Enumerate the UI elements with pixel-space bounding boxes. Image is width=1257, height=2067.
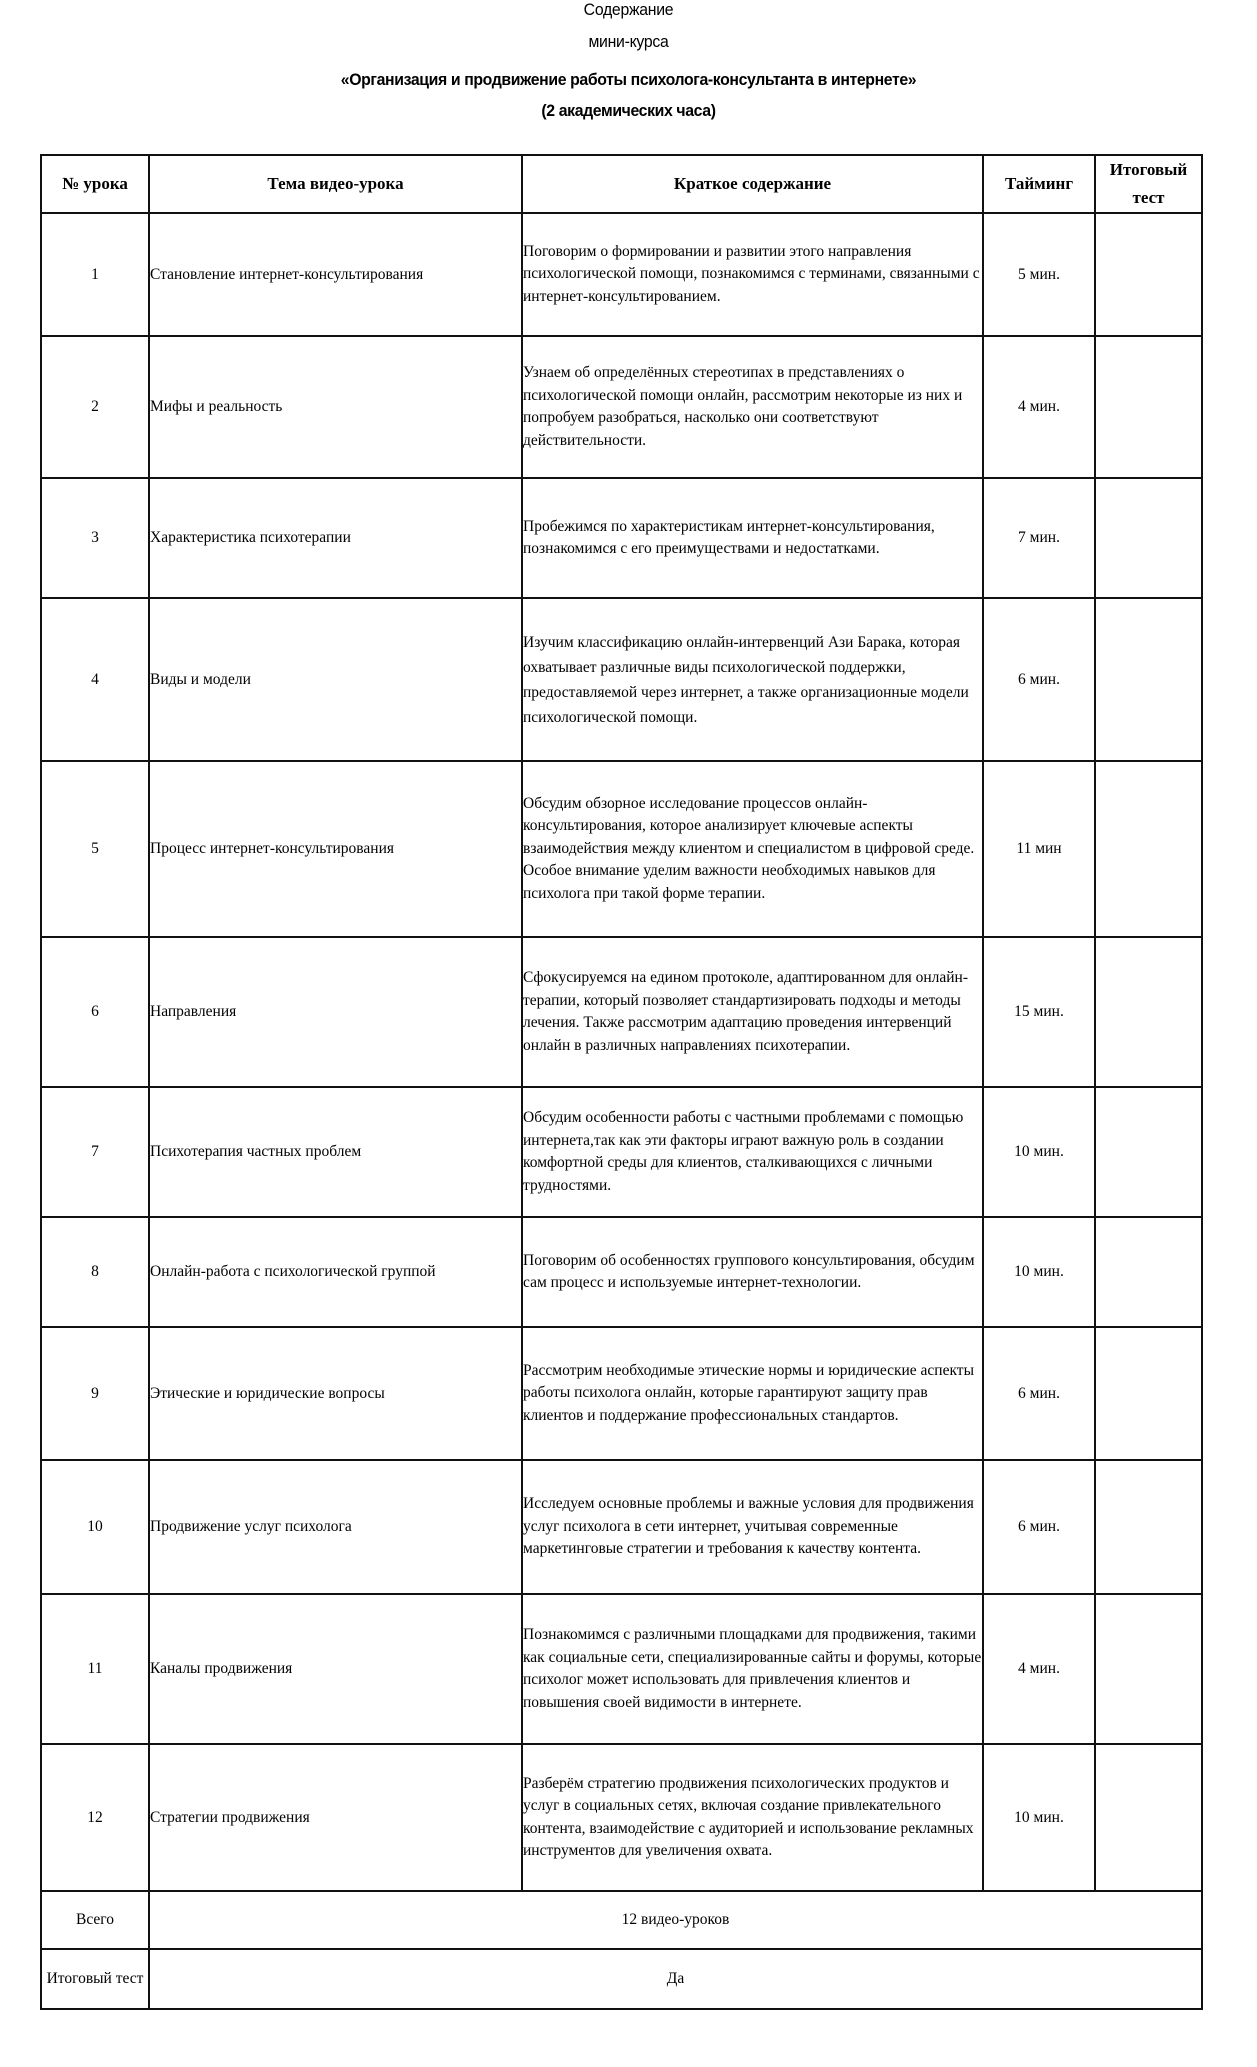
lesson-number: 5 xyxy=(41,761,149,937)
header-timing: Тайминг xyxy=(983,155,1095,213)
header-final-test: Итоговый тест xyxy=(1095,155,1202,213)
lesson-summary: Разберём стратегию продвижения психологических продуктов и услуг в социальных сетях, включая создание привлекательного контента, взаимодействие с аудиторией и использование рекламных инструментов для увеличения охвата. xyxy=(522,1744,983,1891)
lesson-timing: 11 мин xyxy=(983,761,1095,937)
course-duration: (2 академических часа) xyxy=(541,101,716,120)
lesson-summary: Обсудим обзорное исследование процессов онлайн-консультирования, которое анализирует ключевые аспекты взаимодействия между клиентом и специалистом в цифровой среде. Особое внимание уделим важности необходимых навыков для психолога при такой форме терапии. xyxy=(522,761,983,937)
lesson-final-test xyxy=(1095,478,1202,598)
document-subheading: мини-курса xyxy=(588,32,669,51)
lesson-topic: Психотерапия частных проблем xyxy=(149,1087,522,1217)
table-row xyxy=(41,1087,1202,1217)
lesson-summary: Познакомимся с различными площадками для продвижения, такими как социальные сети, специализированные сайты и форумы, которые психолог может использовать для привлечения клиентов и повышения своей видимости в интернете. xyxy=(522,1594,983,1744)
lesson-timing: 6 мин. xyxy=(983,598,1095,761)
header-topic: Тема видео-урока xyxy=(149,155,522,213)
table-header-row xyxy=(41,155,1202,213)
lesson-number: 12 xyxy=(41,1744,149,1891)
lesson-number: 2 xyxy=(41,336,149,478)
table-row xyxy=(41,478,1202,598)
table-row xyxy=(41,1594,1202,1744)
table-row xyxy=(41,937,1202,1087)
lesson-final-test xyxy=(1095,213,1202,336)
lesson-number: 10 xyxy=(41,1460,149,1594)
header-summary: Краткое содержание xyxy=(522,155,983,213)
lesson-number: 4 xyxy=(41,598,149,761)
lesson-topic: Стратегии продвижения xyxy=(149,1744,522,1891)
course-title: «Организация и продвижение работы психолога-консультанта в интернете» xyxy=(340,70,917,89)
lesson-timing: 5 мин. xyxy=(983,213,1095,336)
lesson-final-test xyxy=(1095,761,1202,937)
lesson-number: 7 xyxy=(41,1087,149,1217)
lesson-topic: Мифы и реальность xyxy=(149,336,522,478)
lesson-topic: Процесс интернет-консультирования xyxy=(149,761,522,937)
table-row xyxy=(41,336,1202,478)
lesson-final-test xyxy=(1095,1460,1202,1594)
lesson-topic: Направления xyxy=(149,937,522,1087)
lesson-final-test xyxy=(1095,336,1202,478)
lesson-timing: 10 мин. xyxy=(983,1087,1095,1217)
lesson-final-test xyxy=(1095,1087,1202,1217)
table-row xyxy=(41,1744,1202,1891)
table-row xyxy=(41,1460,1202,1594)
lesson-summary: Узнаем об определённых стереотипах в представлениях о психологической помощи онлайн, рассмотрим некоторые из них и попробуем разобраться, насколько они соответствуют действительности. xyxy=(522,336,983,478)
document-heading: Содержание xyxy=(583,0,674,19)
lesson-topic: Онлайн-работа с психологической группой xyxy=(149,1217,522,1327)
lesson-topic: Этические и юридические вопросы xyxy=(149,1327,522,1460)
lesson-summary: Изучим классификацию онлайн-интервенций Ази Барака, которая охватывает различные виды психологической поддержки, предоставляемой через интернет, а также организационные модели психологической помощи. xyxy=(522,598,983,761)
lesson-timing: 6 мин. xyxy=(983,1327,1095,1460)
lesson-topic: Продвижение услуг психолога xyxy=(149,1460,522,1594)
lesson-number: 3 xyxy=(41,478,149,598)
table-row xyxy=(41,1327,1202,1460)
lesson-summary: Пробежимся по характеристикам интернет-консультирования, познакомимся с его преимуществами и недостатками. xyxy=(522,478,983,598)
total-value: 12 видео-уроков xyxy=(149,1891,1202,1949)
lesson-timing: 6 мин. xyxy=(983,1460,1095,1594)
lesson-summary: Исследуем основные проблемы и важные условия для продвижения услуг психолога в сети интернет, учитывая современные маркетинговые стратегии и требования к качеству контента. xyxy=(522,1460,983,1594)
lesson-summary: Поговорим об особенностях группового консультирования, обсудим сам процесс и используемые интернет-технологии. xyxy=(522,1217,983,1327)
lesson-final-test xyxy=(1095,1744,1202,1891)
lesson-summary: Рассмотрим необходимые этические нормы и юридические аспекты работы психолога онлайн, которые гарантируют защиту прав клиентов и поддержание профессиональных стандартов. xyxy=(522,1327,983,1460)
lesson-timing: 15 мин. xyxy=(983,937,1095,1087)
lesson-timing: 10 мин. xyxy=(983,1744,1095,1891)
lesson-final-test xyxy=(1095,598,1202,761)
table-row xyxy=(41,761,1202,937)
lesson-final-test xyxy=(1095,1594,1202,1744)
lesson-number: 8 xyxy=(41,1217,149,1327)
header-lesson-number: № урока xyxy=(41,155,149,213)
lesson-summary: Обсудим особенности работы с частными проблемами с помощью интернета,так как эти факторы играют важную роль в создании комфортной среды для клиентов, сталкивающихся с личными трудностями. xyxy=(522,1087,983,1217)
lesson-final-test xyxy=(1095,937,1202,1087)
total-label: Всего xyxy=(41,1891,149,1949)
lesson-timing: 4 мин. xyxy=(983,1594,1095,1744)
lesson-timing: 4 мин. xyxy=(983,336,1095,478)
lesson-number: 9 xyxy=(41,1327,149,1460)
lesson-topic: Становление интернет-консультирования xyxy=(149,213,522,336)
total-row xyxy=(41,1891,1202,1949)
table-row xyxy=(41,1217,1202,1327)
final-test-row xyxy=(41,1949,1202,2009)
lesson-summary: Сфокусируемся на едином протоколе, адаптированном для онлайн-терапии, который позволяет стандартизировать подходы и методы лечения. Также рассмотрим адаптацию проведения интервенций онлайн в различных направлениях психотерапии. xyxy=(522,937,983,1087)
lesson-timing: 10 мин. xyxy=(983,1217,1095,1327)
lesson-topic: Виды и модели xyxy=(149,598,522,761)
course-contents-table xyxy=(40,154,1203,2010)
lesson-timing: 7 мин. xyxy=(983,478,1095,598)
lesson-summary: Поговорим о формировании и развитии этого направления психологической помощи, познакомимся с терминами, связанными с интернет-консультированием. xyxy=(522,213,983,336)
lesson-number: 6 xyxy=(41,937,149,1087)
lesson-number: 1 xyxy=(41,213,149,336)
final-test-label: Итоговый тест xyxy=(41,1949,149,2009)
final-test-value: Да xyxy=(149,1949,1202,2009)
table-row xyxy=(41,213,1202,336)
lesson-final-test xyxy=(1095,1217,1202,1327)
lesson-topic: Характеристика психотерапии xyxy=(149,478,522,598)
lesson-final-test xyxy=(1095,1327,1202,1460)
table-row xyxy=(41,598,1202,761)
lesson-topic: Каналы продвижения xyxy=(149,1594,522,1744)
lesson-number: 11 xyxy=(41,1594,149,1744)
